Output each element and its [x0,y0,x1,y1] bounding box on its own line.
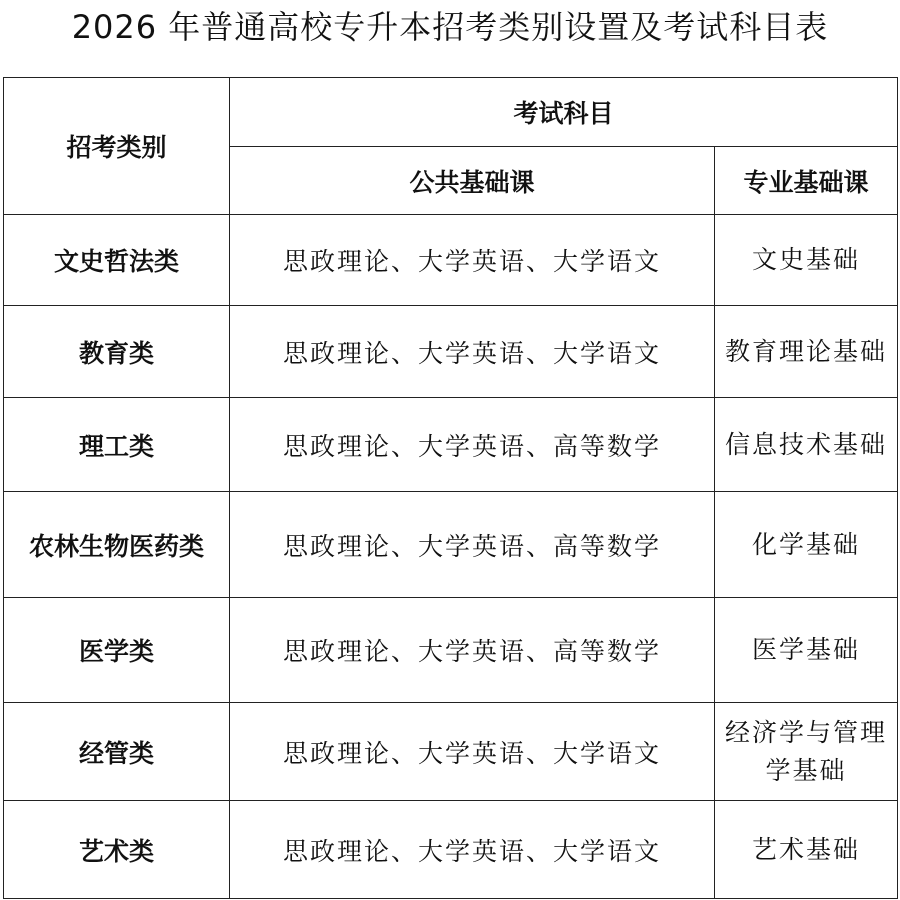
specialty-course-cell: 信息技术基础 [715,398,898,492]
table-row [4,306,898,398]
specialty-course-cell: 化学基础 [715,492,898,598]
category-cell: 教育类 [4,306,230,398]
table-row [4,598,898,703]
table-row [4,703,898,801]
category-cell: 农林生物医药类 [4,492,230,598]
header-public-course: 公共基础课 [230,147,715,215]
category-cell: 经管类 [4,703,230,801]
specialty-course-cell: 文史基础 [715,215,898,306]
specialty-course-cell: 医学基础 [715,598,898,703]
table-row [4,215,898,306]
table-row [4,801,898,899]
category-cell: 文史哲法类 [4,215,230,306]
header-row-1 [4,78,898,147]
table-row [4,492,898,598]
public-course-cell: 思政理论、大学英语、高等数学 [230,492,715,598]
category-cell: 理工类 [4,398,230,492]
table-row [4,398,898,492]
public-course-cell: 思政理论、大学英语、高等数学 [230,598,715,703]
public-course-cell: 思政理论、大学英语、大学语文 [230,801,715,899]
header-category: 招考类别 [4,78,230,215]
category-cell: 医学类 [4,598,230,703]
specialty-course-cell: 艺术基础 [715,801,898,899]
public-course-cell: 思政理论、大学英语、大学语文 [230,215,715,306]
specialty-course-cell: 经济学与管理学基础 [715,703,898,801]
exam-subjects-table [3,77,898,899]
public-course-cell: 思政理论、大学英语、高等数学 [230,398,715,492]
header-exam-subjects: 考试科目 [230,78,898,147]
header-specialty-course: 专业基础课 [715,147,898,215]
public-course-cell: 思政理论、大学英语、大学语文 [230,703,715,801]
public-course-cell: 思政理论、大学英语、大学语文 [230,306,715,398]
page-title: 2026 年普通高校专升本招考类别设置及考试科目表 [71,8,829,46]
category-cell: 艺术类 [4,801,230,899]
specialty-course-cell: 教育理论基础 [715,306,898,398]
